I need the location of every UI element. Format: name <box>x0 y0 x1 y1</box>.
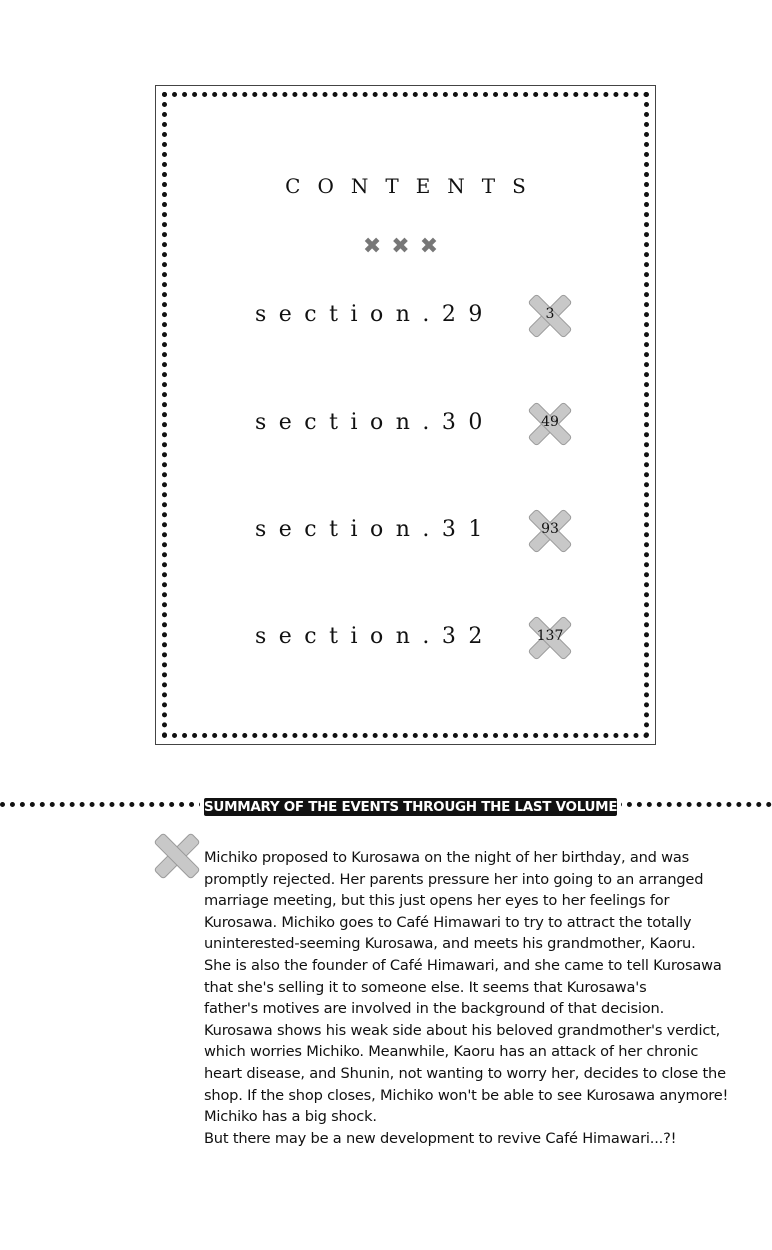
summary-line: that she's selling it to someone else. It seems that Kurosawa's <box>204 978 647 996</box>
summary-heading <box>200 797 621 817</box>
summary-line: But there may be a new development to revive Café Himawari...?! <box>204 1129 677 1147</box>
toc-entry-label: section.30 <box>255 410 495 435</box>
divider-x-icons: ✖✖✖ <box>362 234 449 259</box>
summary-body <box>204 847 729 1149</box>
summary-line: Michiko has a big shock. <box>204 1108 377 1126</box>
summary-header-bar <box>0 797 772 817</box>
summary-line: marriage meeting, but this just opens her eyes to her feelings for <box>204 892 670 910</box>
summary-heading-text: SUMMARY OF THE EVENTS THROUGH THE LAST VOLUME <box>204 799 618 815</box>
toc-entry-label: section.31 <box>255 517 495 542</box>
summary-line: uninterested-seeming Kurosawa, and meets his grandmother, Kaoru. <box>204 935 696 953</box>
toc-page-number: 93 <box>541 521 559 537</box>
page-badge <box>528 402 572 446</box>
summary-line: father's motives are involved in the background of that decision. <box>204 1000 665 1018</box>
page-badge <box>528 616 572 660</box>
toc-entry-label: section.32 <box>255 624 495 649</box>
summary-line: shop. If the shop closes, Michiko won't be able to see Kurosawa anymore! <box>204 1086 729 1104</box>
toc-page-number: 3 <box>545 306 555 322</box>
toc-page-number: 49 <box>541 414 559 430</box>
summary-line: Kurosawa shows his weak side about his beloved grandmother's verdict, <box>204 1021 721 1039</box>
contents-frame <box>155 85 656 745</box>
toc-entry-label: section.29 <box>255 302 495 327</box>
summary-line: promptly rejected. Her parents pressure her into going to an arranged <box>204 870 704 888</box>
x-bullet-icon <box>154 833 200 879</box>
toc-page-number: 137 <box>536 628 564 644</box>
page-badge <box>528 509 572 553</box>
summary-line: heart disease, and Shunin, not wanting to worry her, decides to close the <box>204 1064 726 1082</box>
summary-line: Michiko proposed to Kurosawa on the night of her birthday, and was <box>204 849 690 866</box>
summary-line: which worries Michiko. Meanwhile, Kaoru has an attack of her chronic <box>204 1043 699 1061</box>
contents-title: CONTENTS <box>285 174 543 198</box>
page-badge <box>528 294 572 338</box>
summary-line: She is also the founder of Café Himawari, and she came to tell Kurosawa <box>204 956 722 974</box>
summary-line: Kurosawa. Michiko goes to Café Himawari to try to attract the totally <box>204 913 692 931</box>
